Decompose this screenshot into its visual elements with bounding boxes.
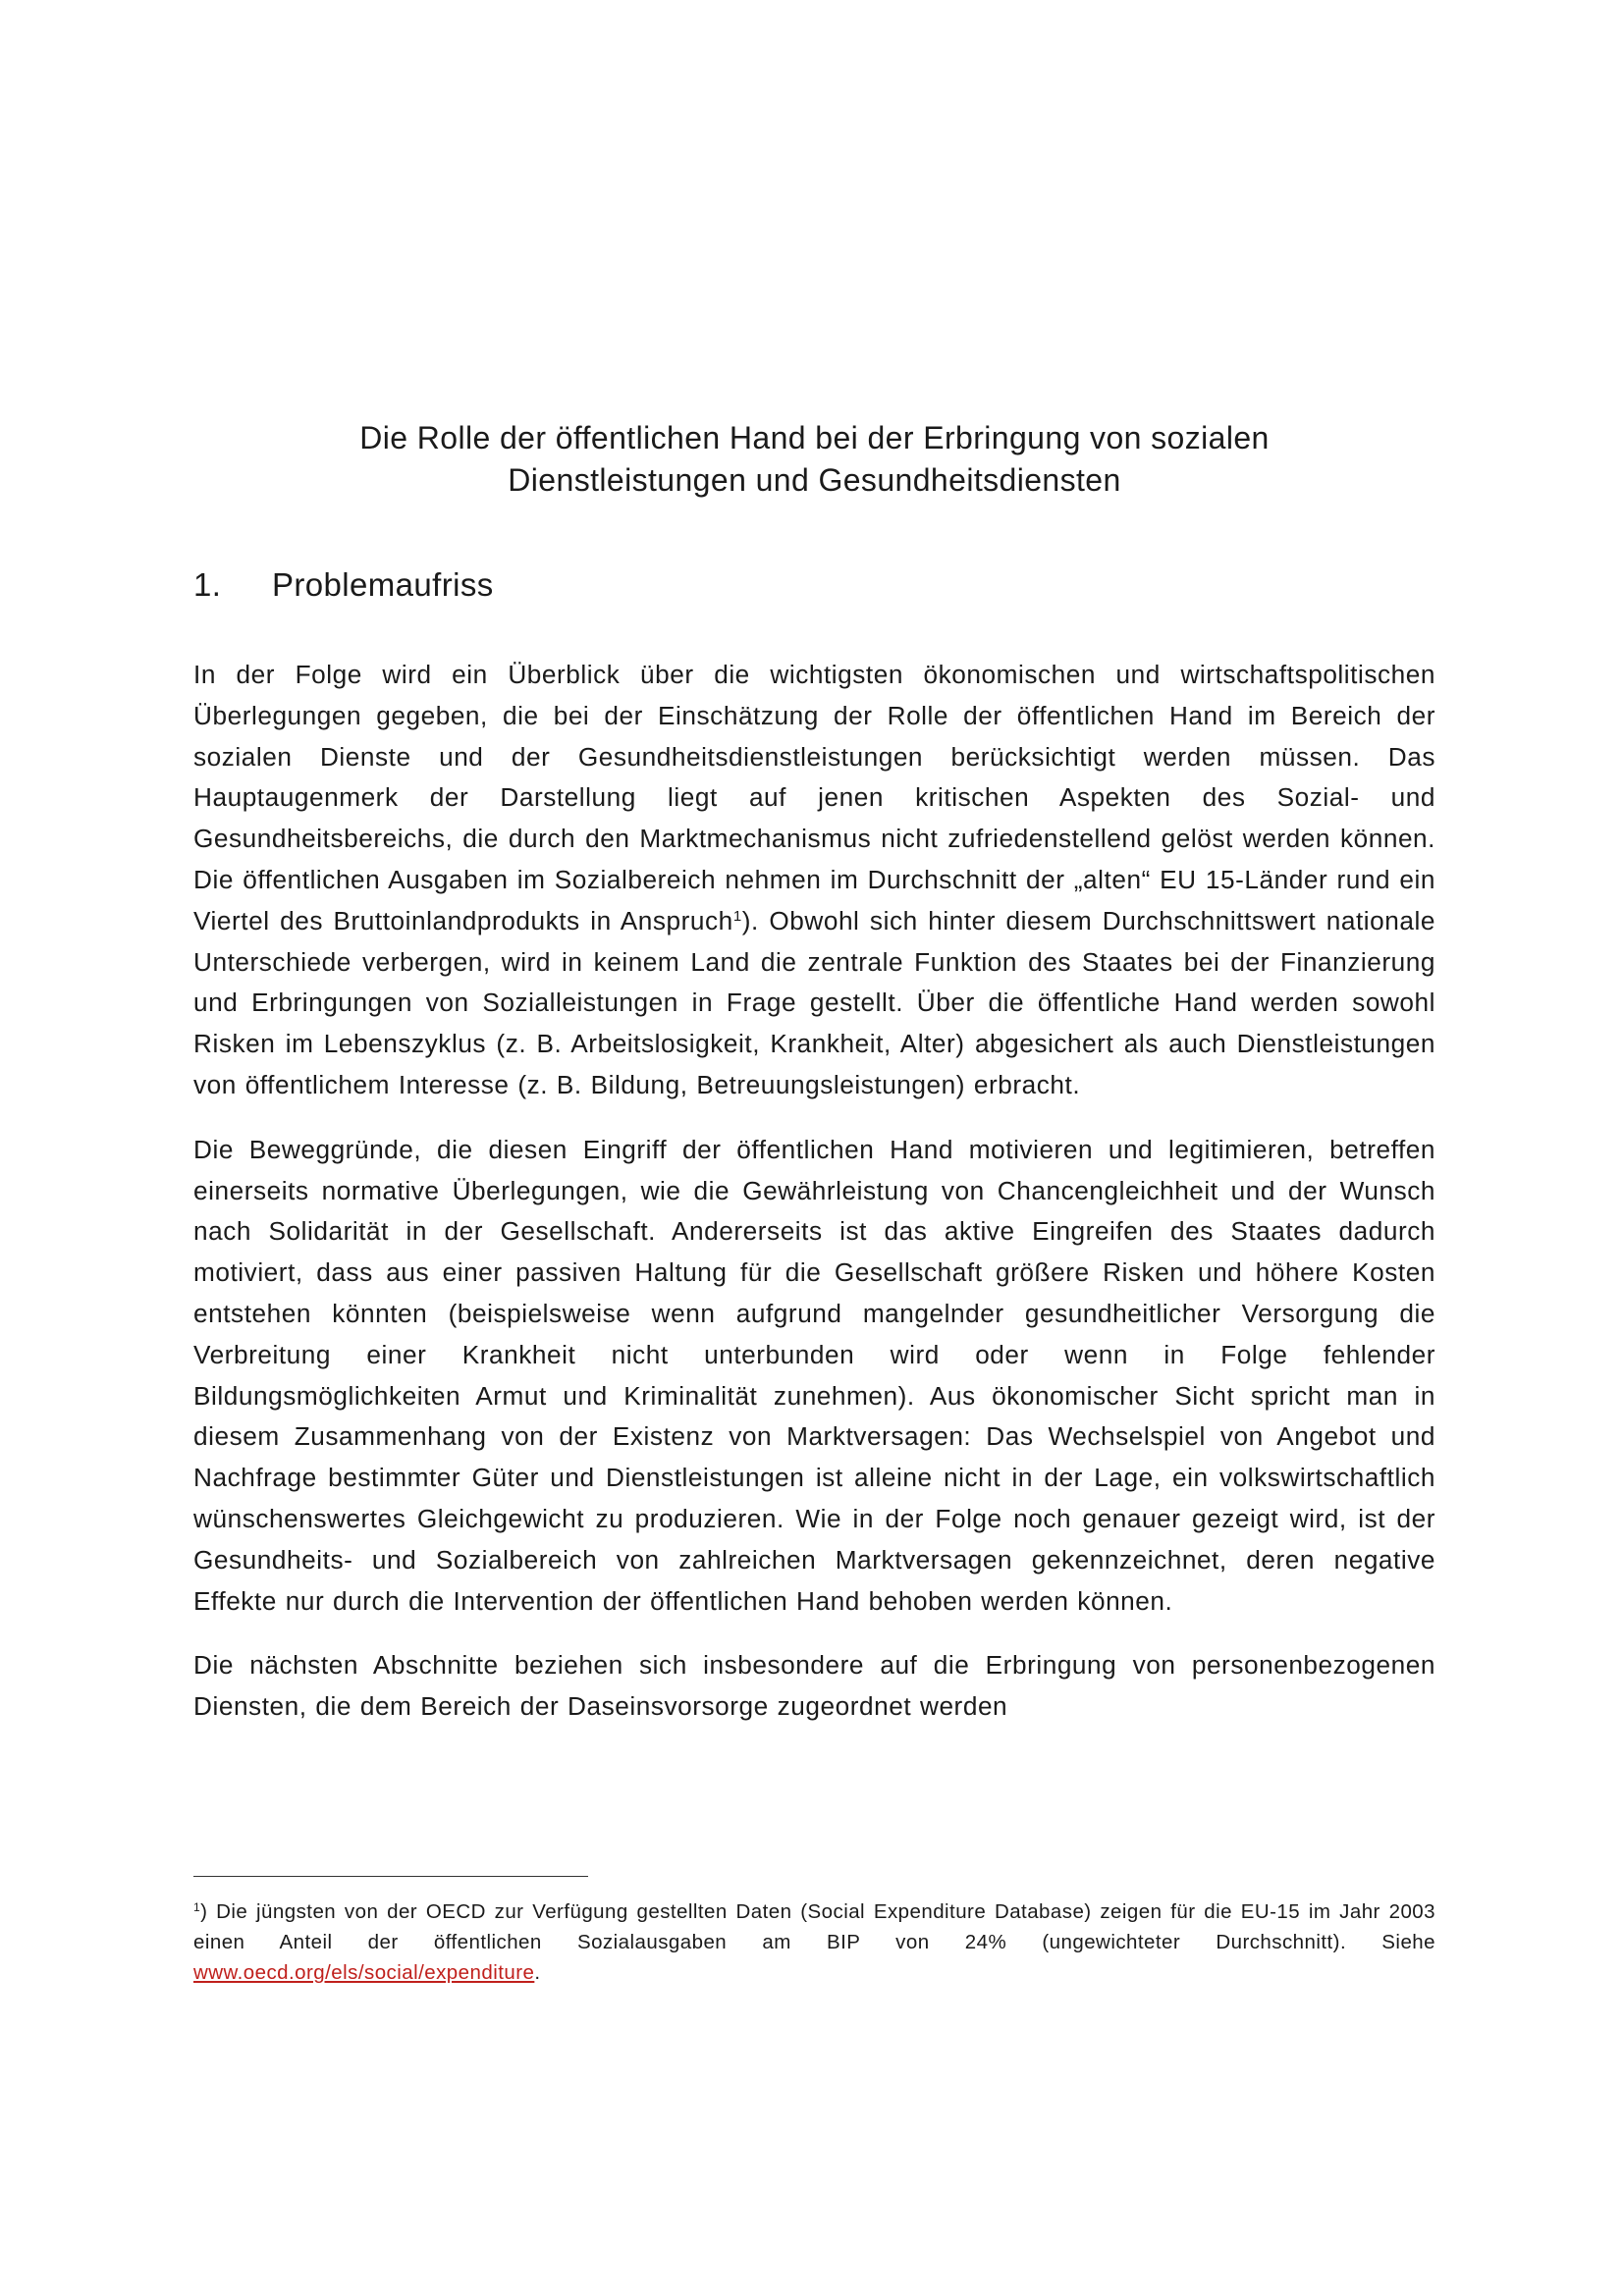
footnote-link[interactable]: www.oecd.org/els/social/expenditure	[193, 1961, 535, 1984]
title-line-2: Dienstleistungen und Gesundheitsdiensten	[508, 462, 1121, 498]
section-number: 1.	[193, 566, 222, 603]
document-title	[193, 417, 1435, 502]
title-line-1: Die Rolle der öffentlichen Hand bei der Erbringung von sozialen	[359, 420, 1270, 455]
paragraph-1-text: In der Folge wird ein Überblick über die wichtigsten ökonomischen und wirtschaftspolitischen Überlegungen gegeben, die bei der Einschätzung der Rolle der öffentlichen Hand im Bereich der sozialen Dienste und der Gesundheitsdienstleistungen berücksichtigt werden müssen. Das Hauptaugenmerk der Darstellung liegt auf jenen kritischen Aspekten des Sozial- und Gesundheitsbereichs, die durch den Marktmechanismus nicht zufriedenstellend gelöst werden können. Die öffentlichen Ausgaben im Sozialbereich nehmen im Durchschnitt der „alten“ EU 15-Länder rund ein Viertel des Bruttoinlandprodukts in Anspruch	[193, 660, 1435, 935]
paragraph-3: Die nächsten Abschnitte beziehen sich insbesondere auf die Erbringung von personenbezogenen Diensten, die dem Bereich der Daseinsvorsorge zugeordnet werden	[193, 1650, 1435, 1722]
paragraph-1-text-cont: ). Obwohl sich hinter diesem Durchschnittswert nationale Unterschiede verbergen, wird in keinem Land die zentrale Funktion des Staates bei der Finanzierung und Erbringungen von Sozialleistungen in Frage gestellt. Über die öffentliche Hand werden sowohl Risken im Lebenszyklus (z. B. Arbeitslosigkeit, Krankheit, Alter) abgesichert als auch Dienstleistungen von öffentlichem Interesse (z. B. Bildung, Betreuungsleistungen) erbracht.	[193, 905, 1435, 1099]
footnote-marker-suffix: )	[200, 1900, 208, 1923]
footnote-marker: 1	[193, 1900, 201, 1914]
footnote	[193, 1896, 1435, 1988]
footnote-text: Die jüngsten von der OECD zur Verfügung gestellten Daten (Social Expenditure Database) zeigen für die EU-15 im Jahr 2003 einen Anteil der öffentlichen Sozialausgaben am BIP von 24% (ungewichteter Durchschnitt). Siehe	[193, 1900, 1435, 1953]
section-title: Problemaufriss	[272, 566, 494, 603]
paragraph-1	[193, 655, 1435, 1106]
footnote-reference[interactable]: 1	[732, 907, 742, 925]
section-heading	[193, 563, 494, 606]
paragraph-2: Die Beweggründe, die diesen Eingriff der öffentlichen Hand motivieren und legitimieren, betreffen einerseits normative Überlegungen, wie die Gewährleistung von Chancengleichheit und der Wunsch nach Solidarität in der Gesellschaft. Andererseits ist das aktive Eingreifen des Staates dadurch motiviert, dass aus einer passiven Haltung für die Gesellschaft größere Risken und höhere Kosten entstehen könnten (beispielsweise wenn aufgrund mangelnder gesundheitlicher Versorgung die Verbreitung einer Krankheit nicht unterbunden wird oder wenn in Folge fehlender Bildungsmöglichkeiten Armut und Kriminalität zunehmen). Aus ökonomischer Sicht spricht man in diesem Zusammenhang von der Existenz von Marktversagen: Das Wechselspiel von Angebot und Nachfrage bestimmter Güter und Dienstleistungen ist alleine nicht in der Lage, ein volkswirtschaftlich wünschenswertes Gleichgewicht zu produzieren. Wie in der Folge noch genauer gezeigt wird, ist der Gesundheits- und Sozialbereich von zahlreichen Marktversagen gekennzeichnet, deren negative Effekte nur durch die Intervention der öffentlichen Hand behoben werden können.	[193, 1134, 1435, 1616]
footnote-trailing: .	[534, 1961, 541, 1984]
footnote-separator	[193, 1876, 588, 1877]
body-text	[193, 655, 1435, 1728]
